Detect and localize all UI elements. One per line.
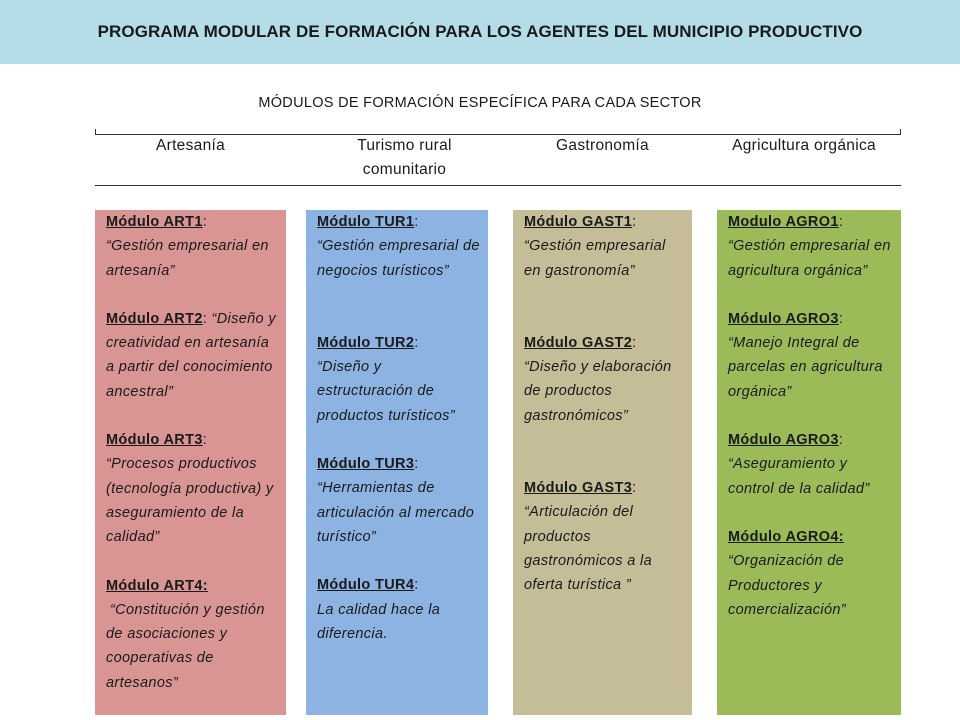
- module-tur2: [317, 331, 480, 428]
- module-description: “Procesos productivos (tecnología productiva) y aseguramiento de la calidad”: [106, 456, 274, 546]
- module-separator: :: [632, 334, 637, 351]
- module-separator: :: [838, 214, 844, 230]
- module-description: “Diseño y creatividad en artesanía a partir del conocimiento ancestral”: [106, 310, 276, 400]
- module-separator: :: [632, 480, 637, 497]
- module-agro4: [728, 525, 893, 622]
- module-art3: [106, 428, 278, 549]
- module-description: La calidad hace la diferencia.: [317, 601, 441, 642]
- module-description: “Gestión empresarial en artesanía”: [106, 238, 269, 279]
- header-gastronomia: [513, 134, 692, 158]
- title-banner: [0, 0, 960, 64]
- module-label: Modulo AGRO1: [728, 214, 839, 230]
- header-bottom-rule: [95, 185, 901, 186]
- module-label: Módulo TUR2: [317, 334, 415, 351]
- module-label: Módulo TUR4: [317, 577, 415, 594]
- module-separator: :: [202, 432, 208, 449]
- header-agricultura: [707, 134, 901, 158]
- module-agro3a: [728, 307, 893, 404]
- header-turismo-line1: Turismo rural: [357, 137, 452, 154]
- module-description: “Constitución y gestión de asociaciones y cooperativas de artesanos”: [106, 601, 265, 691]
- module-description: “Articulación del productos gastronómicos a la oferta turística ”: [524, 504, 652, 594]
- module-description: “Diseño y estructuración de productos turísticos”: [317, 359, 455, 424]
- header-turismo: [306, 134, 503, 182]
- module-art4: [106, 574, 278, 695]
- column-turismo: [306, 210, 488, 715]
- section-subtitle: MÓDULOS DE FORMACIÓN ESPECÍFICA PARA CADA SECTOR: [258, 95, 702, 111]
- module-description: “Gestión empresarial de negocios turísticos”: [317, 238, 480, 279]
- module-description: “Gestión empresarial en gastronomía”: [524, 238, 666, 279]
- module-gast3: [524, 476, 684, 597]
- module-label: Módulo ART3: [106, 432, 203, 449]
- column-artesania: [95, 210, 286, 715]
- module-label: Módulo AGRO3: [728, 310, 839, 327]
- module-description: “Diseño y elaboración de productos gastronómicos”: [524, 359, 672, 424]
- module-separator: :: [414, 456, 419, 473]
- module-label: Módulo ART2: [106, 310, 203, 327]
- module-art2: [106, 307, 278, 404]
- header-agricultura-line1: Agricultura orgánica: [732, 137, 876, 154]
- module-label: Módulo ART1: [106, 214, 203, 230]
- module-separator: :: [202, 214, 208, 230]
- module-description: “Aseguramiento y control de la calidad”: [728, 456, 870, 497]
- column-agricultura: [717, 210, 901, 715]
- module-art1: [106, 210, 278, 283]
- header-artesania-line1: Artesanía: [155, 137, 226, 154]
- module-label: Módulo GAST3: [524, 480, 633, 497]
- column-gastronomia: [513, 210, 692, 715]
- module-separator: :: [414, 334, 419, 351]
- module-label: Módulo GAST2: [524, 334, 633, 351]
- header-gastronomia-line1: Gastronomía: [556, 137, 649, 154]
- module-agro1: [728, 210, 893, 283]
- header-turismo-line2: comunitario: [362, 161, 447, 178]
- module-description: “Organización de Productores y comercialización”: [728, 553, 846, 618]
- module-label: Módulo TUR1: [317, 214, 415, 230]
- module-label: Módulo GAST1: [524, 214, 633, 230]
- module-description: “Gestión empresarial en agricultura orgánica”: [728, 238, 891, 279]
- module-label: Módulo AGRO3: [728, 432, 839, 449]
- module-description: “Herramientas de articulación al mercado turístico”: [317, 480, 475, 545]
- header-artesania: [95, 134, 286, 158]
- module-tur4: [317, 573, 480, 646]
- page-title: PROGRAMA MODULAR DE FORMACIÓN PARA LOS AGENTES DEL MUNICIPIO PRODUCTIVO: [97, 22, 863, 41]
- module-label: Módulo TUR3: [317, 456, 415, 473]
- module-separator: :: [414, 214, 419, 230]
- module-separator: :: [838, 432, 844, 449]
- module-label: Módulo ART4:: [106, 577, 208, 594]
- module-separator: :: [414, 577, 419, 594]
- module-separator: :: [632, 214, 637, 230]
- module-tur3: [317, 452, 480, 549]
- module-separator: :: [838, 310, 844, 327]
- module-tur1: [317, 210, 480, 283]
- module-separator: :: [202, 310, 208, 327]
- module-agro3b: [728, 428, 893, 501]
- module-gast2: [524, 331, 684, 428]
- module-gast1: [524, 210, 684, 283]
- module-description: “Manejo Integral de parcelas en agricultura orgánica”: [728, 335, 883, 400]
- module-label: Módulo AGRO4:: [728, 528, 844, 545]
